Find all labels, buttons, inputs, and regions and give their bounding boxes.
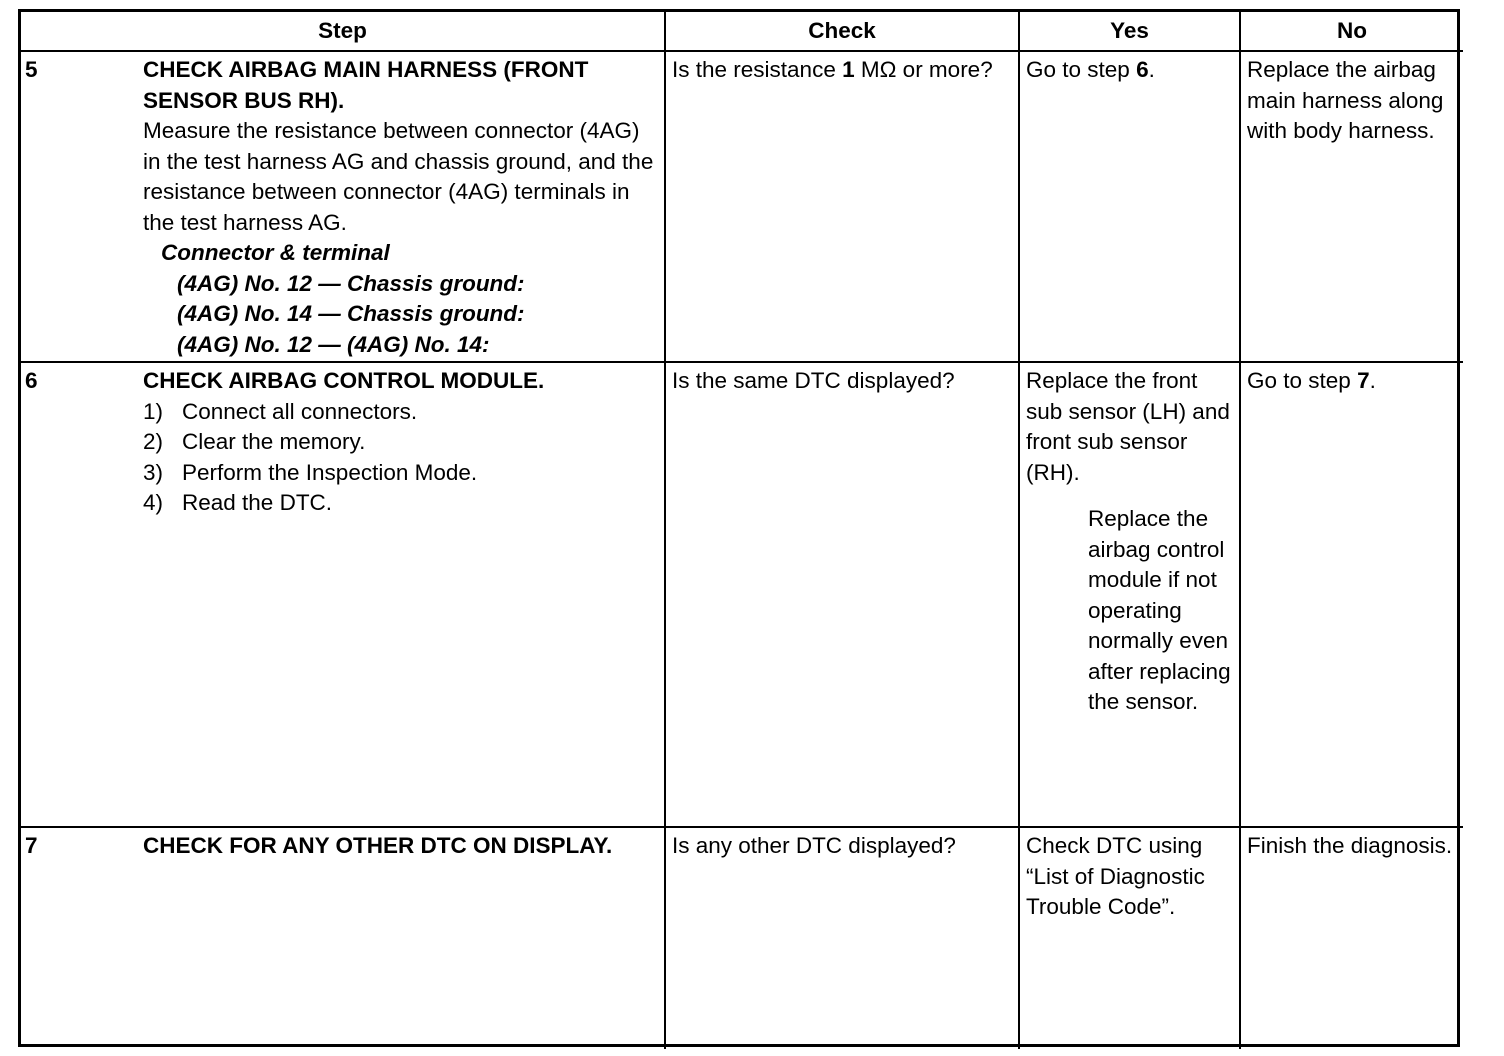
procedure-list <box>143 397 660 519</box>
no-text: Finish the diagnosis. <box>1247 833 1453 858</box>
no-step-ref: 7 <box>1357 368 1370 393</box>
step-description: Measure the resistance between connector (4AG) in the test harness AG and chassis ground, and the resistance between connector (4AG) terminals in the test harness AG. <box>143 118 654 235</box>
no-text: Replace the airbag main harness along with body harness. <box>1247 57 1444 143</box>
header-no: No <box>1240 12 1463 51</box>
step-title: CHECK AIRBAG CONTROL MODULE. <box>143 368 545 393</box>
check-text-prefix: Is the resistance <box>672 57 843 82</box>
yes-cell <box>1019 827 1240 1049</box>
step-cell <box>21 362 665 827</box>
step-title: CHECK FOR ANY OTHER DTC ON DISPLAY. <box>143 833 613 858</box>
no-cell <box>1240 827 1463 1049</box>
connector-item: (4AG) No. 12 — Chassis ground: <box>177 270 525 296</box>
check-text <box>666 52 1018 86</box>
header-row <box>21 12 1463 51</box>
header-yes: Yes <box>1019 12 1240 51</box>
step-cell <box>21 51 665 362</box>
procedure-item <box>143 458 660 489</box>
table-row <box>21 362 1463 827</box>
yes-cell <box>1019 362 1240 827</box>
procedure-item <box>143 488 660 519</box>
yes-note-text: Replace the airbag control module if not operating normally even after replacing the sensor. <box>1088 506 1231 714</box>
step-number: 6 <box>25 368 38 393</box>
no-text-prefix: Go to step <box>1247 368 1358 393</box>
step-body <box>143 828 664 862</box>
yes-text-prefix: Go to step <box>1026 57 1137 82</box>
no-text <box>1241 363 1463 397</box>
check-cell <box>665 51 1019 362</box>
check-cell <box>665 362 1019 827</box>
step-title: CHECK AIRBAG MAIN HARNESS (FRONT SENSOR BUS RH). <box>143 57 589 113</box>
diagnostic-table-frame <box>18 9 1460 1047</box>
procedure-text: Clear the memory. <box>182 429 366 454</box>
procedure-text: Perform the Inspection Mode. <box>182 459 478 485</box>
connector-item: (4AG) No. 12 — (4AG) No. 14: <box>177 331 490 357</box>
yes-step-ref: 6 <box>1136 57 1149 82</box>
procedure-text: Connect all connectors. <box>182 398 418 424</box>
step-number: 5 <box>25 57 38 82</box>
yes-text <box>1020 363 1239 718</box>
step-body <box>143 52 664 360</box>
procedure-number: 3) <box>143 459 164 485</box>
procedure-item <box>143 427 660 458</box>
yes-cell <box>1019 51 1240 362</box>
procedure-number: 2) <box>143 429 164 454</box>
header-check: Check <box>665 12 1019 51</box>
connector-item: (4AG) No. 14 — Chassis ground: <box>177 301 525 326</box>
check-cell <box>665 827 1019 1049</box>
yes-text-suffix: . <box>1148 57 1155 82</box>
step-cell <box>21 827 665 1049</box>
check-text: Is any other DTC displayed? <box>672 833 956 858</box>
procedure-number: 4) <box>143 490 164 515</box>
check-text-suffix: MΩ or more? <box>854 57 993 82</box>
check-text: Is the same DTC displayed? <box>672 368 955 393</box>
step-body <box>143 363 664 519</box>
yes-action: Replace the front sub sensor (LH) and front sub sensor (RH). <box>1026 368 1230 485</box>
connector-heading: Connector & terminal <box>161 240 390 265</box>
procedure-number: 1) <box>143 398 164 424</box>
yes-text: Check DTC using “List of Diagnostic Trouble Code”. <box>1026 833 1205 919</box>
diagnostic-table <box>21 12 1463 1049</box>
yes-text <box>1020 52 1239 86</box>
yes-note <box>1026 504 1233 718</box>
no-cell <box>1240 51 1463 362</box>
table-row <box>21 51 1463 362</box>
no-text-suffix: . <box>1369 368 1376 393</box>
procedure-item <box>143 397 660 428</box>
check-value: 1 <box>842 57 855 82</box>
table-row <box>21 827 1463 1049</box>
procedure-text: Read the DTC. <box>182 490 333 515</box>
no-cell <box>1240 362 1463 827</box>
step-number: 7 <box>25 833 38 858</box>
header-step: Step <box>21 12 665 51</box>
